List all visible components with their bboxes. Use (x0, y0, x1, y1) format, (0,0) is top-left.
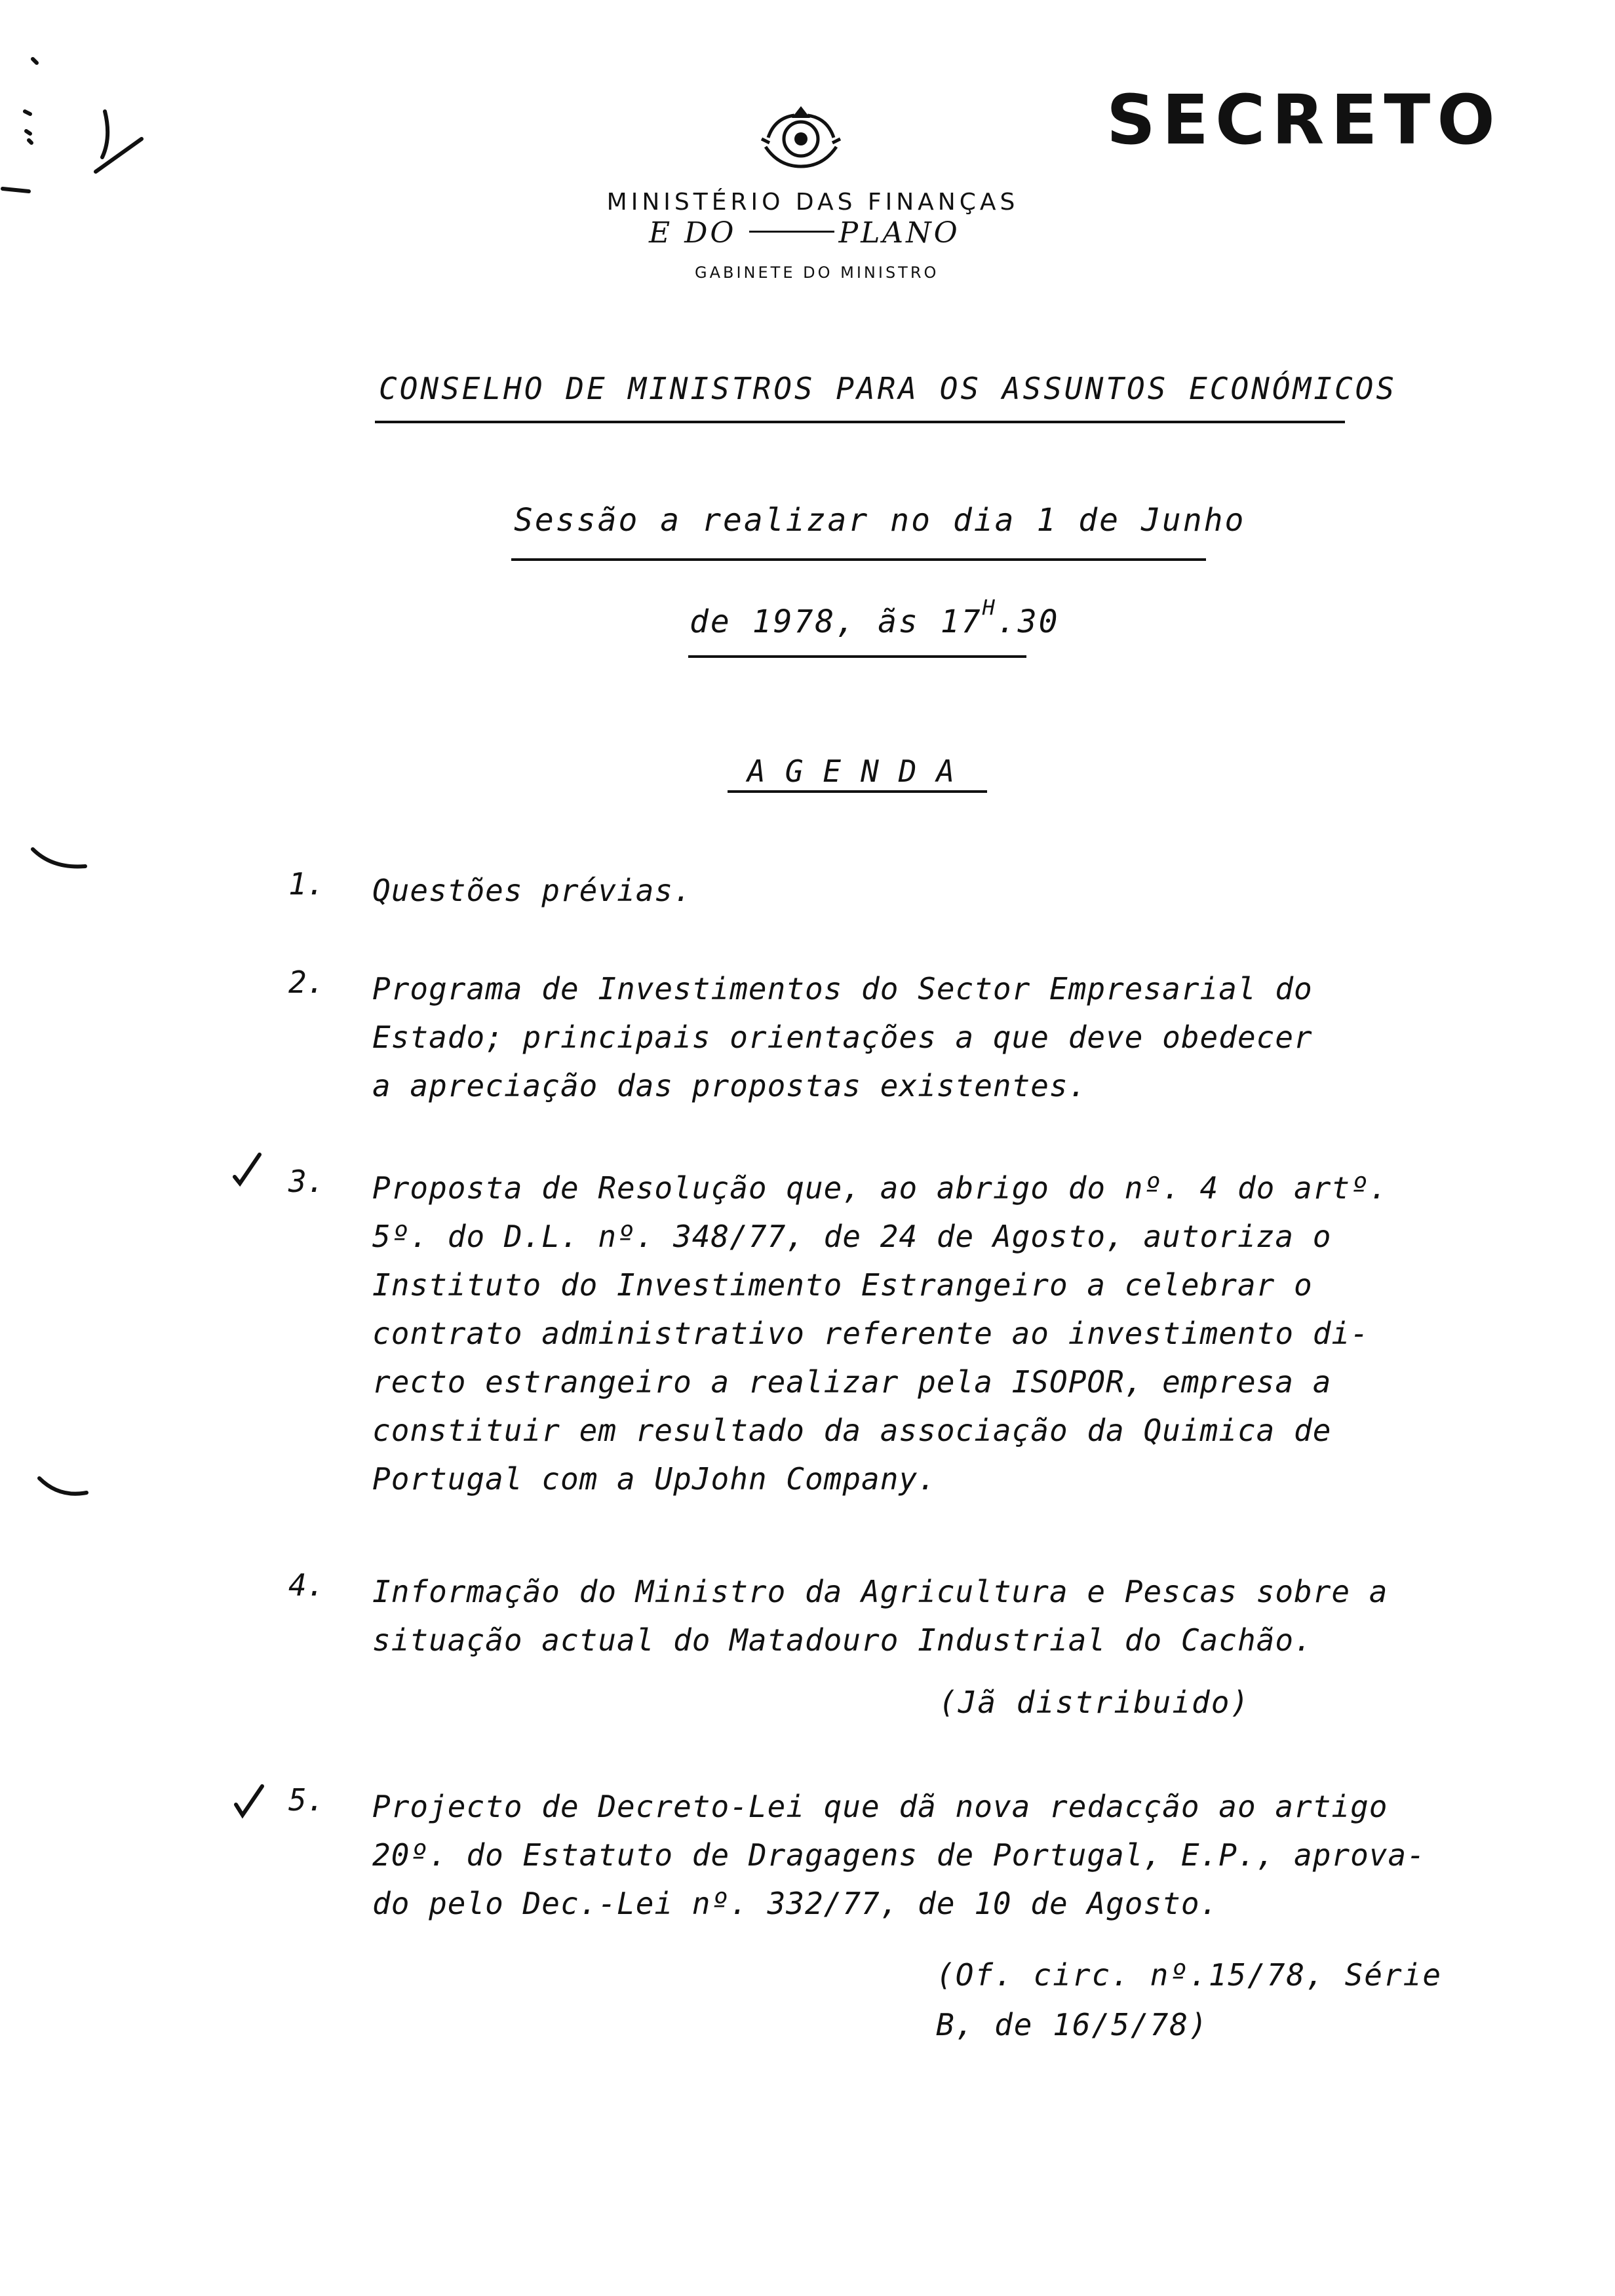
ink-dash-mark (3, 189, 29, 191)
item-number: 1. (288, 866, 325, 902)
session-line-2 (690, 595, 1060, 640)
item-number: 4. (288, 1567, 325, 1603)
checkmark-icon (231, 1151, 270, 1190)
ministry-name-line2 (649, 216, 960, 250)
distribution-note: (Jã distribuido) (939, 1685, 1251, 1720)
agenda-underline (728, 790, 987, 793)
margin-curve-mark (39, 1478, 87, 1494)
item-number: 3. (288, 1164, 325, 1199)
ink-dot-mark (26, 131, 31, 143)
item-text: Questões prévias. (372, 873, 692, 908)
circular-reference-note: (Of. circ. nº.15/78, Série B, de 16/5/78) (936, 1957, 1443, 2042)
coat-of-arms-icon (755, 98, 847, 177)
item-text: Proposta de Resolução que, ao abrigo do nº. 4 do artº. 5º. do D.L. nº. 348/77, de 24 de Agosto, autoriza o Instituto do Investimento Estrangeiro a celebrar o contrato administrativo referente ao investimento di- recto estrangeiro a realizar pela ISOPOR, empresa a constituir em resultado da associação da Quimica de Portugal com a UpJohn Company. (372, 1170, 1388, 1497)
item-text: Programa de Investimentos do Sector Empresarial do Estado; principais orientações a que deve obedecer a apreciação das propostas existentes. (372, 971, 1313, 1103)
session-underline-2 (688, 655, 1026, 658)
ministry-line2-prefix: E DO (649, 216, 737, 250)
handwritten-initial-mark (96, 111, 142, 172)
margin-curve-mark (33, 849, 85, 866)
session-line-1: Sessão a realizar no dia 1 de Junho (514, 502, 1246, 539)
classification-stamp: SECRETO (1106, 80, 1502, 160)
session-date-time: de 1978, ãs 17 (690, 603, 983, 640)
session-underline-1 (511, 558, 1206, 561)
ink-dot-mark (25, 111, 30, 114)
council-title: CONSELHO DE MINISTROS PARA OS ASSUNTOS ECONÓMICOS (379, 371, 1397, 406)
title-underline (375, 421, 1345, 423)
ministry-line2-suffix: PLANO (838, 216, 960, 250)
cabinet-name: GABINETE DO MINISTRO (695, 263, 939, 282)
agenda-heading: AGENDA (747, 754, 975, 789)
hour-superscript: H (982, 595, 997, 620)
item-number: 5. (288, 1782, 325, 1818)
blank-line (749, 231, 834, 233)
item-text: Projecto de Decreto-Lei que dã nova redacção ao artigo 20º. do Estatuto de Dragagens de Portugal, E.P., aprova- do pelo Dec.-Lei nº. 332/77, de 10 de Agosto. (372, 1789, 1426, 1921)
ink-dot-mark (33, 59, 37, 63)
checkmark-icon (232, 1782, 271, 1822)
item-number: 2. (288, 965, 325, 1000)
ministry-name: MINISTÉRIO DAS FINANÇAS (606, 189, 1019, 216)
item-text: Informação do Ministro da Agricultura e Pescas sobre a situação actual do Matadouro Industrial do Cachão. (372, 1574, 1388, 1658)
session-minutes: .30 (996, 603, 1060, 640)
margin-marks (0, 0, 197, 1573)
